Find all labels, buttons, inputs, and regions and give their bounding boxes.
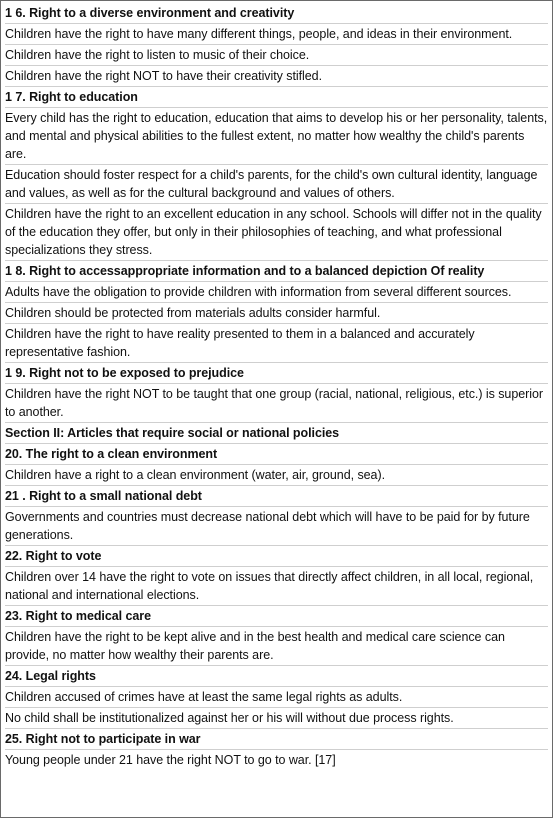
article-heading: 25. Right not to participate in war xyxy=(5,729,548,750)
article-heading: 22. Right to vote xyxy=(5,546,548,567)
article-heading: 21 . Right to a small national debt xyxy=(5,486,548,507)
article-paragraph: Children over 14 have the right to vote on issues that directly affect children, in all local, regional, national and international elections. xyxy=(5,567,548,606)
article-paragraph: Young people under 21 have the right NOT to go to war. [17] xyxy=(5,753,336,767)
article-paragraph: Children have a right to a clean environment (water, air, ground, sea). xyxy=(5,465,548,486)
article-paragraph: Education should foster respect for a child's parents, for the child's own cultural identity, language and values, as well as for the cultural background and values of others. xyxy=(5,165,548,204)
article-heading: 1 7. Right to education xyxy=(5,87,548,108)
article-paragraph: Children accused of crimes have at least the same legal rights as adults. xyxy=(5,687,548,708)
article-heading: 1 6. Right to a diverse environment and creativity xyxy=(5,3,548,24)
article-paragraph: Governments and countries must decrease national debt which will have to be paid for by future generations. xyxy=(5,507,548,546)
article-heading: Section II: Articles that require social or national policies xyxy=(5,423,548,444)
article-heading: 23. Right to medical care xyxy=(5,606,548,627)
article-heading: 24. Legal rights xyxy=(5,666,548,687)
article-paragraph: Children have the right to an excellent education in any school. Schools will differ not in the quality of the education they offer, but only in their philosophies of teaching, and what professional specializations they stress. xyxy=(5,204,548,261)
article-heading: 20. The right to a clean environment xyxy=(5,444,548,465)
article-heading: 1 8. Right to accessappropriate information and to a balanced depiction Of reality xyxy=(5,261,548,282)
article-paragraph: Children should be protected from materials adults consider harmful. xyxy=(5,303,548,324)
article-paragraph: Children have the right to listen to music of their choice. xyxy=(5,45,548,66)
article-paragraph: Adults have the obligation to provide children with information from several different sources. xyxy=(5,282,548,303)
article-paragraph: Children have the right NOT to have their creativity stifled. xyxy=(5,66,548,87)
article-paragraph: Children have the right to have reality presented to them in a balanced and accurately representative fashion. xyxy=(5,324,548,363)
article-paragraph: No child shall be institutionalized against her or his will without due process rights. xyxy=(5,708,548,729)
article-paragraph: Children have the right NOT to be taught that one group (racial, national, religious, etc.) is superior to another. xyxy=(5,384,548,423)
article-heading: 1 9. Right not to be exposed to prejudice xyxy=(5,363,548,384)
article-paragraph: Children have the right to be kept alive and in the best health and medical care science can provide, no matter how wealthy their parents are. xyxy=(5,627,548,666)
article-paragraph: Every child has the right to education, education that aims to develop his or her personality, talents, and mental and physical abilities to the fullest extent, no matter how wealthy the child's parents are. xyxy=(5,108,548,165)
article-paragraph: Children have the right to have many different things, people, and ideas in their environment. xyxy=(5,24,548,45)
